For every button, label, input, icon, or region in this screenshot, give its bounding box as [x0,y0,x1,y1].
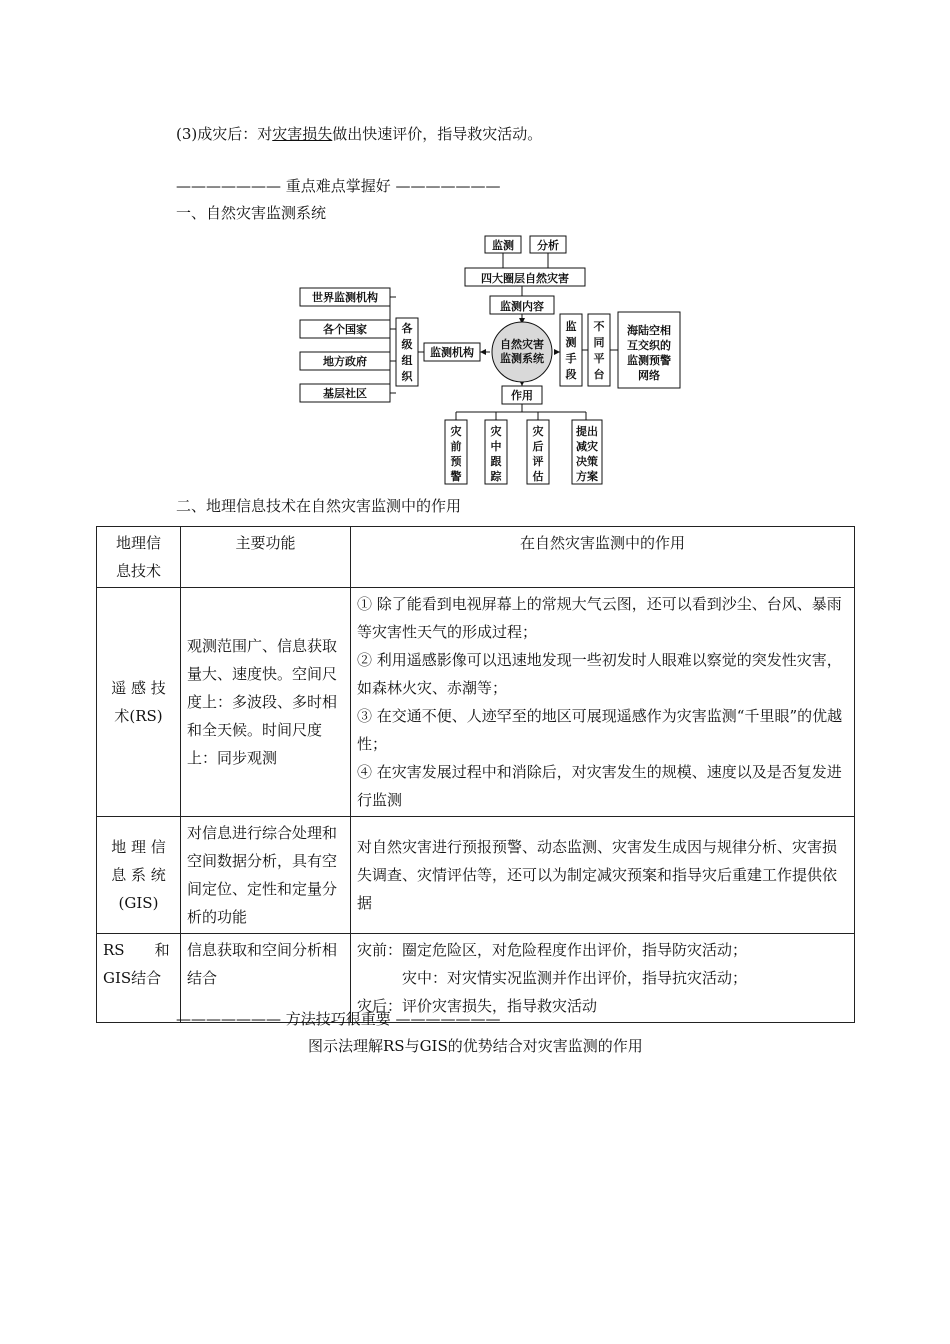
diagram-levels-char: 组 [401,354,413,367]
diagram-means-char: 测 [565,336,577,349]
diagram-means-char: 段 [565,368,577,381]
diagram-platform-char: 不 [593,320,605,333]
diagram-bottom-char: 后 [532,440,544,453]
diagram-monitor: 监测 [492,239,514,252]
diagram-bottom-char: 方案 [576,470,598,483]
diagram-means-char: 手 [565,352,577,365]
diagram-bottom-char: 提出 [576,425,598,438]
table-header-row [97,527,855,588]
diagram-levels-char: 各 [401,322,413,335]
diagram-levels-char: 级 [401,338,413,351]
diagram-left-item: 基层社区 [323,387,367,400]
diagram-left-item: 地方政府 [323,355,367,368]
intro-item-3-suffix: 做出快速评价，指导救灾活动。 [332,125,543,143]
diagram-spheres: 四大圈层自然灾害 [481,272,569,285]
diagram-platform-char: 台 [593,368,605,381]
geo-info-tech-table [96,526,855,1023]
table-cell-function: 信息获取和空间分析相结合 [181,934,351,1023]
table-row [97,817,855,934]
diagram-means-char: 监 [565,320,577,333]
diagram-center-line-1: 自然灾害 [500,338,544,351]
diagram-platform-char: 平 [593,352,605,365]
diagram-network-line: 海陆空相 [627,324,671,337]
heading-geo-info-tech: 二、地理信息技术在自然灾害监测中的作用 [176,497,462,515]
diagram-left-item: 世界监测机构 [312,291,378,304]
intro-item-3 [176,124,542,144]
table-cell-role: ① 除了能看到电视屏幕上的常规大气云图，还可以看到沙尘、台风、暴雨等灾害性天气的形成过程； ② 利用遥感影像可以迅速地发现一些初发时人眼难以察觉的突发性灾害，如森林火灾、赤潮等； ③ 在交通不便、人迹罕至的地区可展现遥感作为灾害监测“千里眼”的优越性； ④ 在灾害发展过程中和消除后，对灾害发生的规模、速度以及是否复发进行监测 [351,588,855,817]
diagram-bottom-char: 警 [450,470,462,483]
diagram-bottom-char: 估 [532,470,544,483]
intro-item-3-underlined: 灾害损失 [272,125,333,143]
diagram-bottom-char: 踪 [490,470,502,483]
diagram-bottom-char: 减灾 [576,440,598,453]
heading-monitoring-system: 一、自然灾害监测系统 [176,204,327,222]
diagram-left-item: 各个国家 [323,323,367,336]
diagram-bottom-char: 预 [450,455,462,468]
diagram-bottom-char: 灾 [450,425,462,438]
intro-item-3-prefix: (3)成灾后：对 [176,125,273,143]
caption-rs-gis: 图示法理解RS与GIS的优势结合对灾害监测的作用 [308,1037,643,1055]
table-row [97,588,855,817]
diagram-center-line-2: 监测系统 [500,352,544,365]
table-cell-tech: 地 理 信 息 系 统 (GIS) [97,817,181,934]
table-cell-function: 观测范围广、信息获取量大、速度快。空间尺度上：多波段、多时相和全天候。时间尺度上：同步观测 [181,588,351,817]
diagram-bottom-char: 决策 [576,455,598,468]
diagram-content: 监测内容 [500,300,544,313]
diagram-org: 监测机构 [430,346,474,359]
diagram-platform-char: 同 [593,336,605,349]
section-divider-key-points: ——————— 重点难点掌握好 ——————— [176,177,501,195]
table-cell-tech: 遥 感 技 术(RS) [97,588,181,817]
diagram-bottom-char: 评 [532,455,544,468]
diagram-function: 作用 [511,389,533,402]
diagram-analysis: 分析 [537,239,559,252]
table-header-cell: 主要功能 [181,527,351,588]
table-cell-role: 灾前：圈定危险区，对危险程度作出评价，指导防灾活动； 灾中：对灾情实况监测并作出评价，指导抗灾活动； 灾后：评价灾害损失，指导救灾活动 [351,934,855,1023]
table-cell-role: 对自然灾害进行预报预警、动态监测、灾害发生成因与规律分析、灾害损失调查、灾情评估等，还可以为制定减灾预案和指导灾后重建工作提供依据 [351,817,855,934]
table-header-cell: 在自然灾害监测中的作用 [351,527,855,588]
diagram-bottom-char: 前 [450,440,462,453]
diagram-network-line: 监测预警 [627,354,671,367]
table-cell-function: 对信息进行综合处理和空间数据分析，具有空间定位、定性和定量分析的功能 [181,817,351,934]
diagram-bottom-char: 灾 [532,425,544,438]
diagram-bottom-char: 跟 [490,455,502,468]
section-divider-methods: ——————— 方法技巧很重要 ——————— [176,1010,501,1028]
table-cell-tech: RS 和 GIS结合 [97,934,181,1023]
diagram-bottom-char: 灾 [490,425,502,438]
monitoring-system-diagram [290,228,690,490]
diagram-bottom-char: 中 [490,440,502,453]
table-header-cell: 地理信 息技术 [97,527,181,588]
diagram-network-line: 网络 [638,369,660,382]
diagram-levels-char: 织 [401,370,413,383]
diagram-network-line: 互交织的 [627,339,671,352]
